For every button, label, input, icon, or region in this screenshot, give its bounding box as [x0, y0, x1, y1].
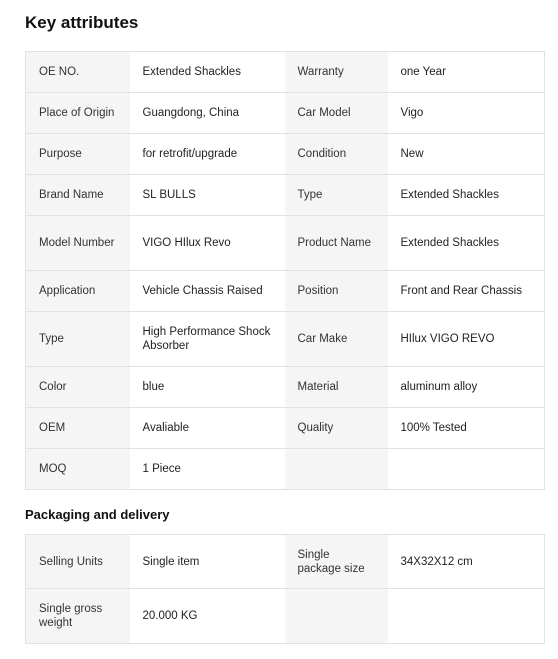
attribute-label: OEM — [26, 408, 130, 449]
attribute-label: Type — [285, 175, 388, 216]
attribute-label: Car Make — [285, 312, 388, 367]
attribute-label — [285, 589, 388, 644]
attribute-value: Front and Rear Chassis — [388, 271, 545, 312]
attribute-value: Vigo — [388, 93, 545, 134]
attribute-label: Model Number — [26, 216, 130, 271]
key-attributes-heading: Key attributes — [25, 13, 139, 32]
attribute-value: Vehicle Chassis Raised — [130, 271, 285, 312]
table-row — [26, 449, 545, 490]
attribute-value: 100% Tested — [388, 408, 545, 449]
attribute-label: Color — [26, 367, 130, 408]
attribute-value — [388, 589, 545, 644]
key-attributes-table — [25, 51, 545, 490]
attribute-value: blue — [130, 367, 285, 408]
attribute-value: aluminum alloy — [388, 367, 545, 408]
attribute-label: Car Model — [285, 93, 388, 134]
table-row — [26, 535, 545, 589]
attribute-label: Quality — [285, 408, 388, 449]
attribute-value: HIlux VIGO REVO — [388, 312, 545, 367]
attribute-label: Purpose — [26, 134, 130, 175]
packaging-heading: Packaging and delivery — [25, 507, 170, 522]
attribute-value: Extended Shackles — [130, 52, 285, 93]
attribute-label: Position — [285, 271, 388, 312]
attribute-value: 34X32X12 cm — [388, 535, 545, 589]
attribute-value: VIGO HIlux Revo — [130, 216, 285, 271]
attribute-value: High Performance Shock Absorber — [130, 312, 285, 367]
table-row — [26, 93, 545, 134]
attribute-value: Guangdong, China — [130, 93, 285, 134]
attribute-label: Product Name — [285, 216, 388, 271]
attribute-value: Extended Shackles — [388, 175, 545, 216]
attribute-label: Selling Units — [26, 535, 130, 589]
attribute-label: Material — [285, 367, 388, 408]
table-row — [26, 408, 545, 449]
attribute-label: Warranty — [285, 52, 388, 93]
table-row — [26, 271, 545, 312]
attribute-label: Single package size — [285, 535, 388, 589]
attribute-label: Condition — [285, 134, 388, 175]
table-row — [26, 589, 545, 644]
table-row — [26, 367, 545, 408]
attribute-value: 1 Piece — [130, 449, 285, 490]
attribute-label: Place of Origin — [26, 93, 130, 134]
table-row — [26, 312, 545, 367]
attribute-value: for retrofit/upgrade — [130, 134, 285, 175]
table-row — [26, 216, 545, 271]
packaging-table — [25, 534, 545, 644]
attribute-label: MOQ — [26, 449, 130, 490]
attribute-label: Single gross weight — [26, 589, 130, 644]
attribute-label: OE NO. — [26, 52, 130, 93]
attribute-value: Single item — [130, 535, 285, 589]
table-row — [26, 175, 545, 216]
attribute-value: New — [388, 134, 545, 175]
attribute-label: Brand Name — [26, 175, 130, 216]
attribute-value: SL BULLS — [130, 175, 285, 216]
attribute-value — [388, 449, 545, 490]
attribute-value: Extended Shackles — [388, 216, 545, 271]
attribute-label — [285, 449, 388, 490]
table-row — [26, 134, 545, 175]
attribute-value: Avaliable — [130, 408, 285, 449]
attribute-label: Application — [26, 271, 130, 312]
attribute-value: one Year — [388, 52, 545, 93]
attribute-value: 20.000 KG — [130, 589, 285, 644]
attribute-label: Type — [26, 312, 130, 367]
table-row — [26, 52, 545, 93]
